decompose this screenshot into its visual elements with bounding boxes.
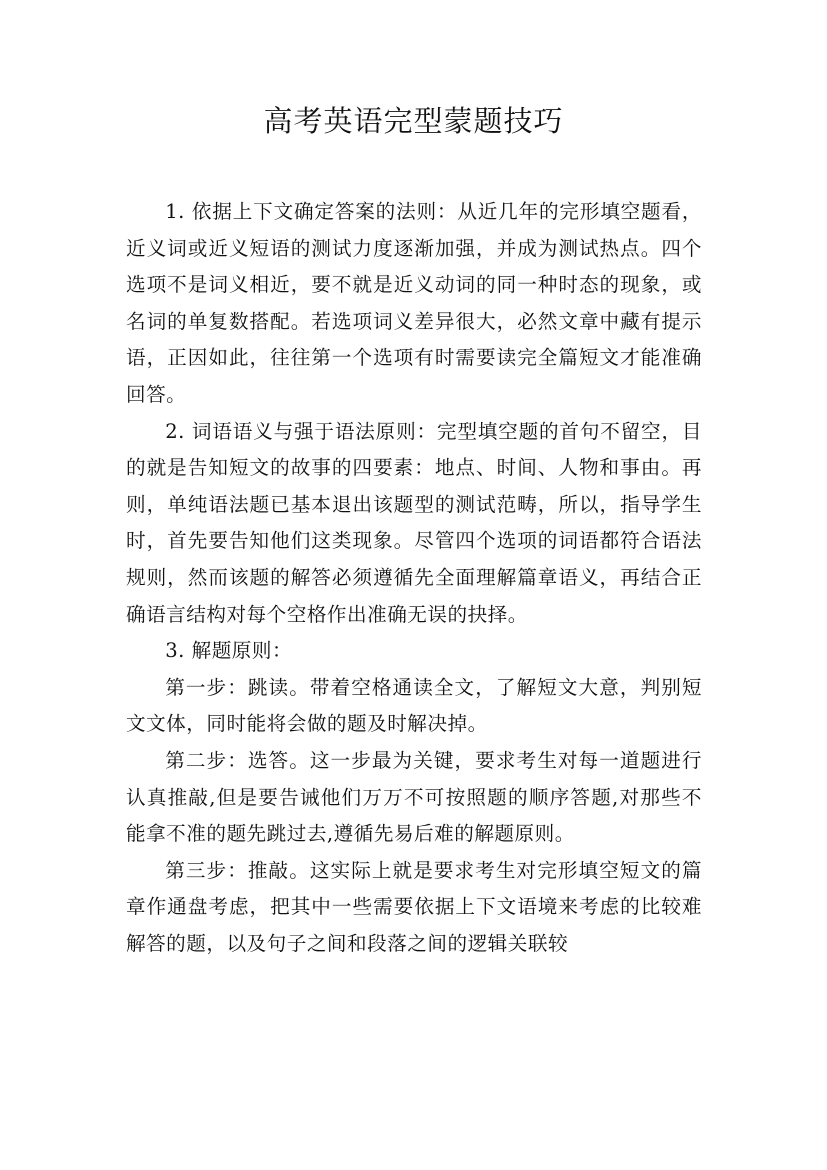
paragraph-rule-1: 1. 依据上下文确定答案的法则：从近几年的完形填空题看，近义词或近义短语的测试力度逐渐加强，并成为测试热点。四个选项不是词义相近，要不就是近义动词的同一种时态的现象，或名词的单复数搭配。若选项词义差异很大，必然文章中藏有提示语，正因如此，往往第一个选项有时需要读完全篇短文才能准确回答。 [126, 200, 702, 406]
paragraph-rule-3-heading: 3. 解题原则： [165, 639, 293, 663]
paragraph-step-1: 第一步：跳读。带着空格通读全文，了解短文大意，判别短文文体，同时能将会做的题及时解决掉。 [126, 675, 702, 736]
paragraph-step-2: 第二步：选答。这一步最为关键，要求考生对每一道题进行认真推敲,但是要告诫他们万万不可按照题的顺序答题,对那些不能拿不准的题先跳过去,遵循先易后难的解题原则。 [126, 748, 702, 846]
paragraph-step-3: 第三步：推敲。这实际上就是要求考生对完形填空短文的篇章作通盘考虑，把其中一些需要依据上下文语境来考虑的比较难解答的题，以及句子之间和段落之间的逻辑关联较 [126, 858, 702, 955]
document-title: 高考英语完型蒙题技巧 [263, 104, 564, 138]
paragraph-rule-2: 2. 词语语义与强于语法原则：完型填空题的首句不留空，目的就是告知短文的故事的四要素：地点、时间、人物和事由。再则，单纯语法题已基本退出该题型的测试范畴，所以，指导学生时，首先要告知他们这类现象。尽管四个选项的词语都符合语法规则，然而该题的解答必须遵循先全面理解篇章语义，再结合正确语言结构对每个空格作出准确无误的抉择。 [126, 419, 702, 626]
document-body [126, 194, 702, 962]
